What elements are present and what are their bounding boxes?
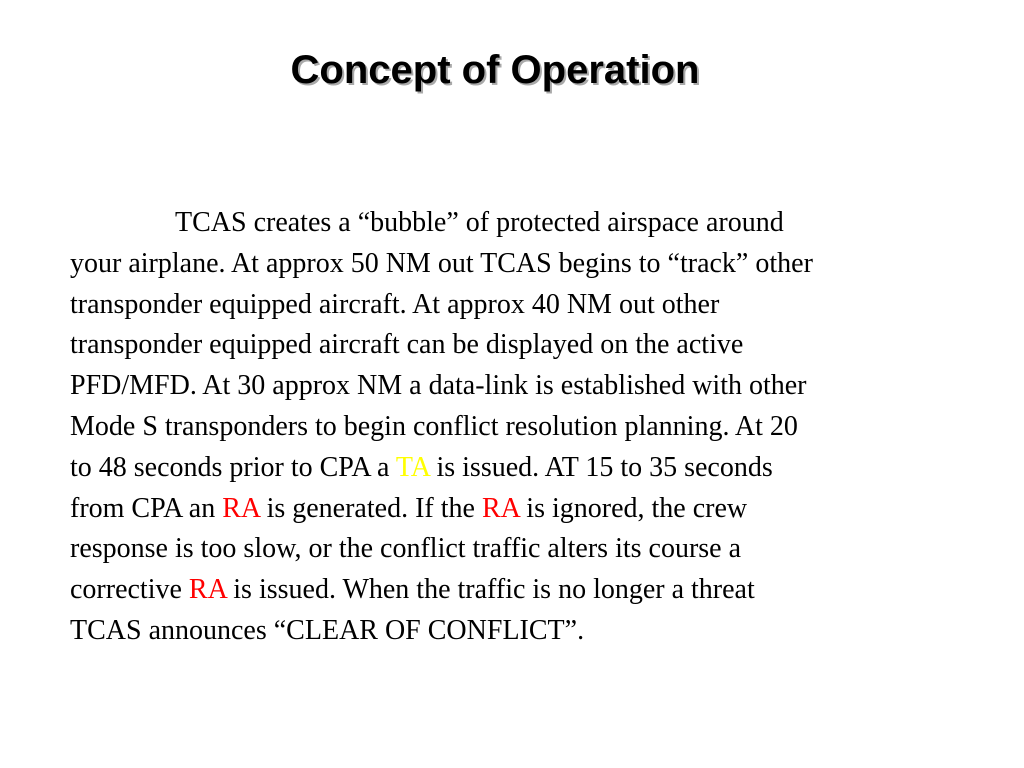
paragraph-line-8: [70, 489, 978, 530]
line-8-text-after: is ignored, the crew: [519, 492, 748, 524]
paragraph-line-1: TCAS creates a “bubble” of protected airspace around: [175, 207, 784, 238]
ta-highlight: TA: [395, 451, 430, 483]
paragraph-line-11: TCAS announces “CLEAR OF CONFLICT”.: [70, 614, 585, 646]
ra-highlight: RA: [222, 492, 260, 524]
ra-highlight: RA: [188, 574, 227, 606]
slide-body-paragraph: [70, 203, 978, 652]
paragraph-line-7: [70, 448, 978, 489]
paragraph-line-9: response is too slow, or the conflict traffic alters its course a: [70, 533, 742, 565]
slide-title: Concept of Operation: [290, 48, 700, 92]
paragraph-line-4: transponder equipped aircraft can be displayed on the active: [70, 329, 744, 361]
ra-highlight: RA: [481, 492, 520, 524]
line-8-text-middle: is generated. If the: [259, 492, 482, 524]
line-10-text-after: is issued. When the traffic is no longer a threat: [226, 574, 755, 606]
line-7-text-after: is issued. AT 15 to 35 seconds: [429, 451, 773, 483]
paragraph-line-6: Mode S transponders to begin conflict resolution planning. At 20: [70, 410, 798, 442]
paragraph-line-3: transponder equipped aircraft. At approx 40 NM out other: [70, 288, 720, 320]
line-7-text-before: to 48 seconds prior to CPA a: [70, 451, 396, 483]
line-10-text-before: corrective: [70, 574, 189, 606]
paragraph-line-5: PFD/MFD. At 30 approx NM a data-link is established with other: [70, 370, 807, 402]
paragraph-line-10: [70, 570, 978, 611]
line-8-text-before: from CPA an: [70, 492, 223, 524]
paragraph-line-2: your airplane. At approx 50 NM out TCAS begins to “track” other: [70, 247, 813, 279]
